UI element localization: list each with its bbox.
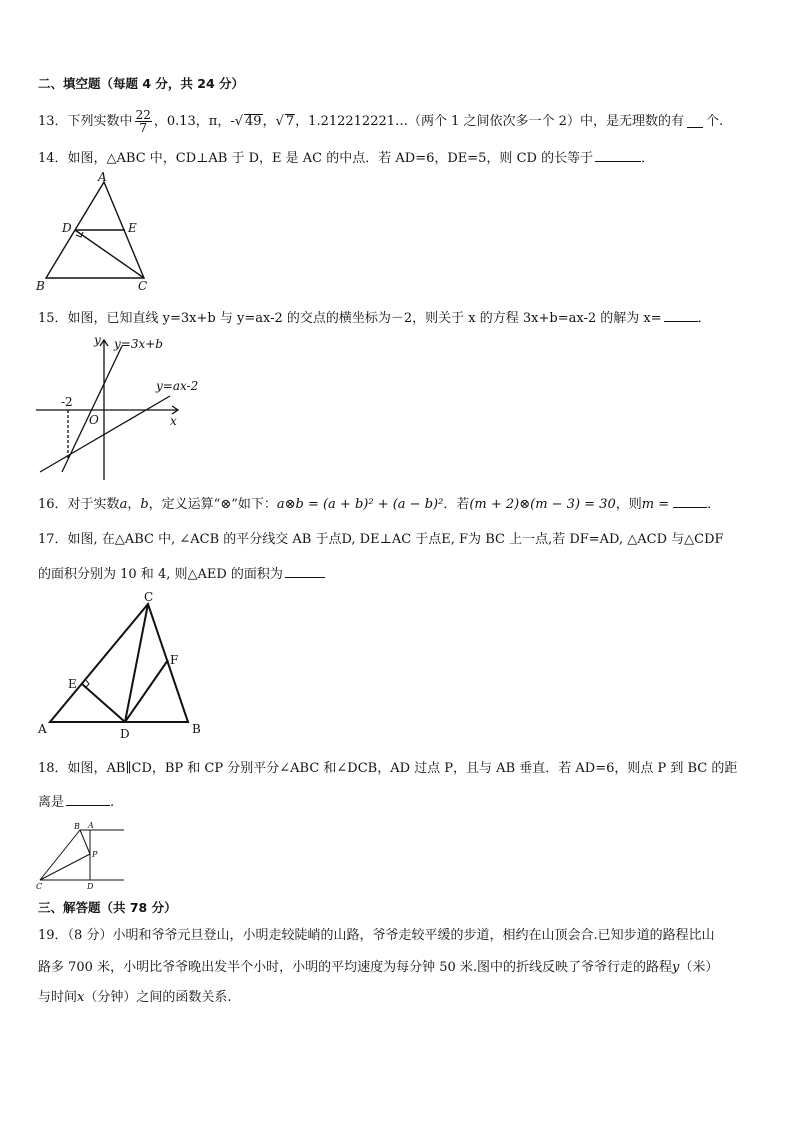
question-17-line1 (38, 533, 724, 546)
question-text: 的面积分别为 10 和 4, 则△AED 的面积为 (38, 567, 283, 582)
question-text: ． (641, 151, 655, 166)
question-number: 17． (38, 532, 68, 547)
question-13 (38, 104, 723, 138)
question-text: 如图, 在△ABC 中, ∠ACB 的平分线交 AB 于点D, DE⊥AC 于点E, F为 BC 上一点,若 DF=AD, △ACD 与△CDF (67, 532, 724, 547)
question-text: 离是 (38, 795, 65, 810)
question-19-line1 (38, 929, 715, 942)
label-neg2: -2 (61, 395, 73, 409)
label-line2: y=ax-2 (156, 379, 199, 393)
question-number: 14． (38, 151, 68, 166)
question-text: （米） (679, 960, 719, 975)
sqrt-sign: √ (234, 113, 244, 129)
question-text: 路多 700 米，小明比爷爷晚出发半个小时，小明的平均速度为每分钟 50 米.图中的折线反映了爷爷行走的路程 (38, 960, 673, 975)
var-y: y (672, 960, 680, 975)
question-number: 16． (38, 497, 68, 512)
answer-blank[interactable] (673, 495, 707, 508)
question-text: ．若 (443, 497, 470, 512)
question-number: 15． (38, 311, 68, 326)
segment-de (82, 684, 125, 722)
question-15 (38, 309, 711, 325)
triangle-abc (50, 604, 188, 722)
triangle-figure-q14 (32, 170, 162, 295)
var-m: m = (641, 497, 670, 512)
label-c: C (36, 882, 43, 891)
question-text: 个. (705, 113, 724, 129)
parallel-lines-figure-q18 (34, 818, 134, 892)
label-b: B (192, 722, 201, 736)
right-angle-mark (85, 680, 89, 688)
triangle-figure-q17 (34, 588, 214, 738)
question-18-line2 (38, 793, 114, 809)
label-d: D (62, 221, 72, 235)
label-d: D (87, 882, 94, 891)
label-line1: y=3x+b (114, 337, 163, 351)
answer-blank[interactable] (285, 565, 325, 578)
question-text: 如图，△ABC 中，CD⊥AB 于 D，E 是 AC 的中点．若 AD=6，DE=5，则 CD 的长等于 (67, 151, 594, 166)
question-text: 如图，已知直线 y=3x+b 与 y=ax-2 的交点的横坐标为－2，则关于 x 的方程 3x+b=ax-2 的解为 x= (67, 311, 662, 326)
question-number: 19． (38, 928, 68, 943)
segment-bc (40, 830, 80, 880)
label-a: A (98, 170, 107, 184)
var-b: b (140, 497, 149, 512)
question-text: （分钟）之间的函数关系. (84, 990, 232, 1005)
question-14 (38, 149, 654, 165)
question-text: 下列实数中 (67, 113, 133, 129)
question-text: ，0.13，π，- (153, 113, 235, 129)
question-text: （8 分）小明和爷爷元旦登山，小明走较陡峭的山路，爷爷走较平缓的步道，相约在山顶会合.已知步道的路程比山 (67, 928, 715, 943)
condition-formula: (m + 2)⊗(m − 3) = 30 (469, 497, 616, 512)
label-c: C (138, 279, 148, 293)
var-a: a (119, 497, 128, 512)
question-text: 与时间 (38, 990, 78, 1005)
question-number: 18． (38, 761, 68, 776)
label-b: B (36, 279, 45, 293)
segment-bp (80, 830, 90, 854)
label-e: E (128, 221, 137, 235)
label-p: P (92, 850, 98, 859)
question-text: ， (127, 497, 141, 512)
question-number: 13． (38, 113, 68, 129)
line-y-3x-b (62, 346, 122, 472)
question-19-line2 (38, 961, 718, 974)
label-d: D (120, 727, 130, 738)
question-text: 如图，AB∥CD，BP 和 CP 分别平分∠ABC 和∠DCB，AD 过点 P，且与 AB 垂直．若 AD=6，则点 P 到 BC 的距 (67, 761, 738, 776)
sqrt-radicand: 7 (285, 114, 295, 129)
label-b: B (74, 822, 80, 831)
answer-blank[interactable] (687, 115, 703, 128)
line-y-ax-2 (40, 396, 170, 472)
line-graph-figure-q15 (32, 330, 212, 485)
question-18-line1 (38, 762, 737, 775)
sqrt-radicand: 49 (245, 114, 262, 129)
question-text: ， (262, 113, 276, 129)
question-text: ，定义运算“⊗”如下： (148, 497, 277, 512)
question-16 (38, 495, 720, 511)
var-x: x (77, 990, 85, 1005)
fraction (135, 109, 152, 134)
question-text: ． (707, 497, 721, 512)
definition-formula: a⊗b = (a + b)² + (a − b)² (276, 497, 444, 512)
question-text: ，1.212212221…（两个 1 之间依次多一个 2）中，是无理数的有 (295, 113, 684, 129)
question-text: 对于实数 (67, 497, 120, 512)
question-text: ． (697, 311, 711, 326)
label-c: C (144, 590, 154, 604)
section-heading: 二、填空题（每题 4 分，共 24 分） (38, 76, 245, 91)
fraction-denominator: 7 (139, 120, 148, 135)
label-x: x (170, 414, 177, 428)
label-a: A (38, 722, 47, 736)
answer-blank[interactable] (664, 309, 698, 322)
answer-blank[interactable] (595, 149, 641, 162)
label-f: F (170, 653, 179, 667)
segment-cp (40, 854, 90, 880)
fraction-numerator: 22 (135, 107, 151, 122)
label-y: y (94, 333, 101, 347)
label-origin: O (89, 413, 99, 427)
question-text: . (110, 795, 115, 810)
question-19-line3 (38, 991, 232, 1004)
section-heading: 三、解答题（共 78 分） (38, 900, 177, 915)
label-a: A (88, 821, 94, 830)
sqrt-sign: √ (275, 113, 284, 129)
label-e: E (68, 677, 77, 691)
question-17-line2 (38, 565, 325, 581)
answer-blank[interactable] (66, 793, 110, 806)
question-text: ，则 (615, 497, 642, 512)
